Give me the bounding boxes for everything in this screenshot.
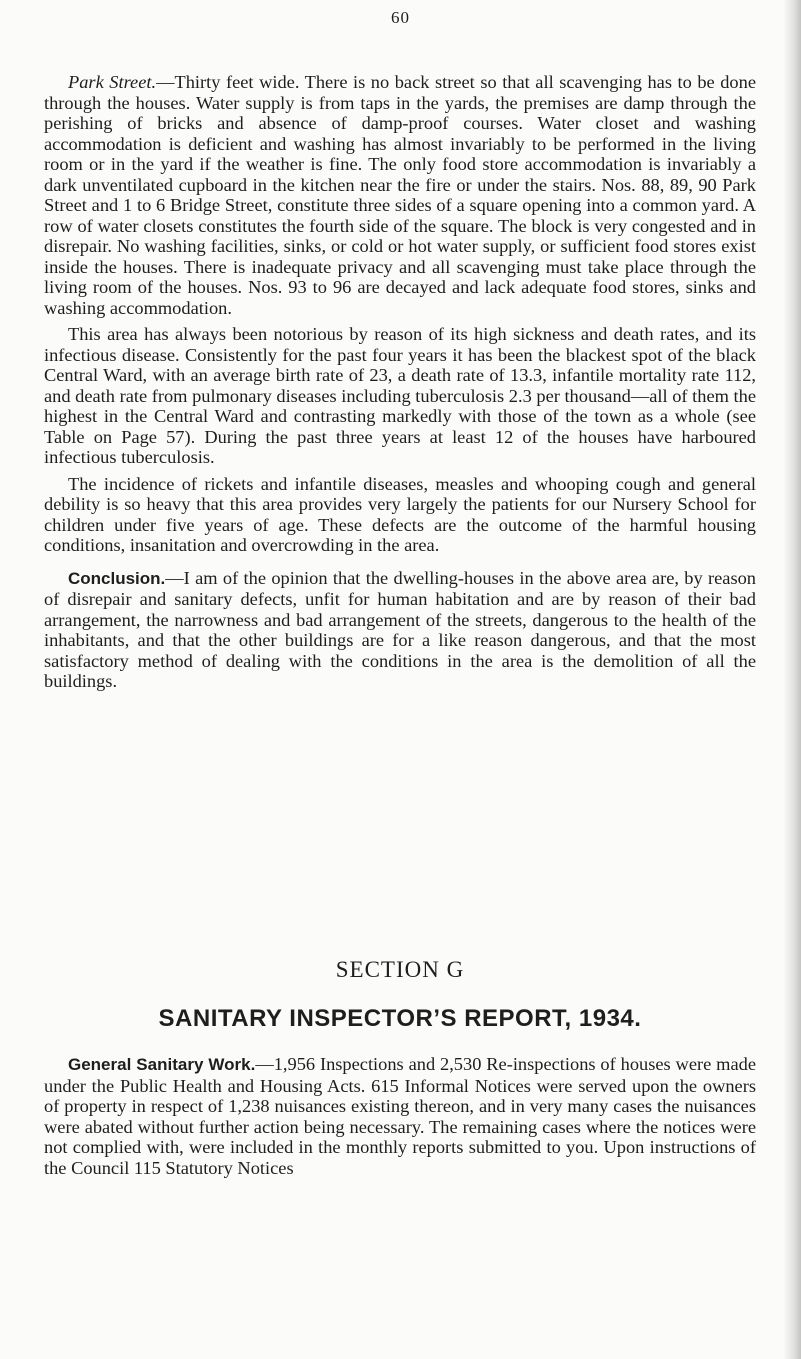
paragraph-general-sanitary-work-body: —1,956 Inspections and 2,530 Re-inspections of houses were made under the Public Health and Housing Acts. 615 Informal Notices were served upon the owners of property in respect of 1,238 nuisances existing thereon, and in very many cases the nuisances were abated without further action being necessary. The remaining cases where the notices were not complied with, were included in the monthly reports submitted to you. Upon instructions of the Council 115 Statutory Notices [44, 1054, 756, 1178]
paragraph-park-street [44, 72, 756, 318]
paragraph-area-rates: This area has always been notorious by reason of its high sickness and death rates, and its infectious disease. Consistently for the past four years it has been the blackest spot of the black Central Ward, with an average birth rate of 23, a death rate of 13.3, infantile mortality rate 112, and death rate from pulmonary diseases including tuberculosis 2.3 per thousand—all of them the highest in the Central Ward and contrasting markedly with those of the town as a whole (see Table on Page 57). During the past three years at least 12 of the houses have harboured infectious tuberculosis. [44, 324, 756, 467]
section-label: SECTION G [335, 957, 465, 982]
paragraph-conclusion-body: —I am of the opinion that the dwelling-houses in the above area are, by reason of disrepair and sanitary defects, unfit for human habitation and are by reason of their bad arrangement, the narrowness and bad arrangement of the streets, dangerous to the health of the inhabitants, and that the other buildings are for a like reason dangerous, and that the most satisfactory method of dealing with the conditions in the area is the demolition of all the buildings. [44, 567, 756, 691]
paragraph-rickets: The incidence of rickets and infantile diseases, measles and whooping cough and general debility is so heavy that this area provides very largely the patients for our Nursery School for children under five years of age. These defects are the outcome of the harmful housing conditions, insanitation and overcrowding in the area. [44, 473, 756, 555]
page-number: 60 [391, 8, 410, 27]
run-in-heading-park-street: Park Street. [68, 72, 157, 92]
page-edge-shadow [783, 0, 801, 1359]
run-in-heading-general-sanitary-work: General Sanitary Work. [68, 1055, 256, 1074]
run-in-heading-conclusion: Conclusion. [68, 568, 166, 588]
body-text-lower [44, 1054, 756, 1178]
paragraph-conclusion [44, 568, 756, 692]
paragraph-park-street-body: —Thirty feet wide. There is no back street so that all scavenging has to be done through the houses. Water supply is from taps in the yards, the premises are damp through the perishing of bricks and absence of damp-proof courses. Water closet and washing accommodation is deficient and washing has almost invariably to be performed in the living room or in the yard if the weather is fine. The only food store accommodation is invariably a dark unventilated cupboard in the kitchen near the fire or under the stairs. Nos. 88, 89, 90 Park Street and 1 to 6 Bridge Street, constitute three sides of a square opening into a common yard. A row of water closets constitutes the fourth side of the square. The block is very congested and in disrepair. No washing facilities, sinks, or cold or hot water supply, or sufficient food stores exist inside the houses. There is inadequate privacy and all scavenging must take place through the living room of the houses. Nos. 93 to 96 are decayed and lack adequate food stores, sinks and washing accommodation. [44, 72, 756, 318]
paragraph-general-sanitary-work [44, 1054, 756, 1178]
body-text-upper [44, 72, 756, 692]
report-title: SANITARY INSPECTOR’S REPORT, 1934. [158, 1005, 642, 1032]
